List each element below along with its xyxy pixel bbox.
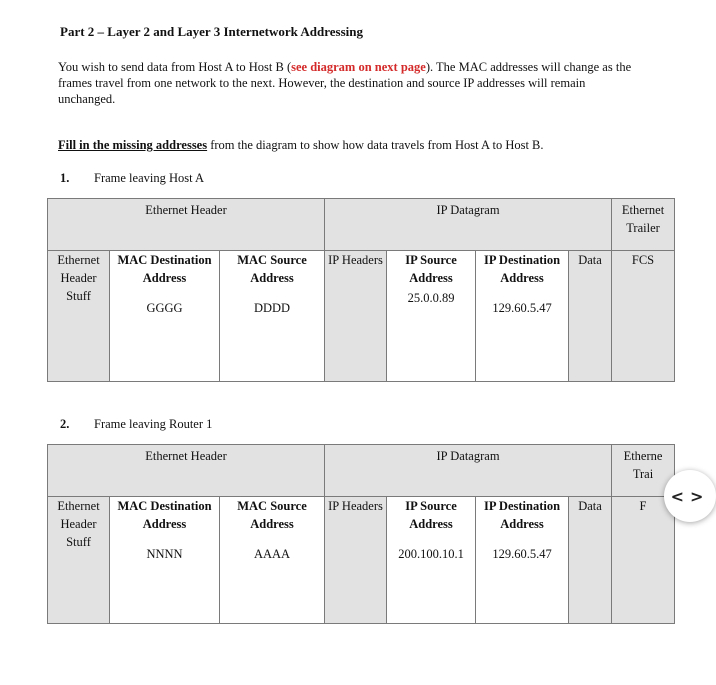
mac-destination-cell[interactable] (110, 251, 220, 382)
intro-text-pre: You wish to send data from Host A to Host B ( (58, 60, 292, 74)
ethernet-header-stuff: Ethernet Header Stuff (48, 251, 110, 382)
fcs-field: FCS (612, 251, 675, 382)
instruction-line (58, 138, 544, 153)
frame-1-heading (60, 171, 204, 186)
diagram-reference-link[interactable]: see diagram on next page (291, 60, 426, 74)
frame-2-number: 2. (60, 417, 70, 431)
intro-paragraph (58, 59, 633, 107)
ip-destination-value: 129.60.5.47 (492, 301, 552, 315)
mac-source-header: MAC Source Address (237, 499, 307, 531)
ip-datagram-label: IP Datagram (325, 199, 612, 251)
ethernet-header-label: Ethernet Header (48, 445, 325, 497)
ip-source-header: IP Source Address (405, 253, 457, 285)
ip-datagram-label: IP Datagram (325, 445, 612, 497)
ip-headers: IP Headers (325, 251, 387, 382)
mac-destination-header: MAC Destination Address (117, 499, 212, 531)
mac-destination-value: GGGG (146, 301, 183, 315)
ip-source-cell[interactable] (387, 497, 476, 624)
ip-destination-cell[interactable] (476, 497, 569, 624)
mac-destination-header: MAC Destination Address (117, 253, 212, 285)
ip-destination-cell[interactable] (476, 251, 569, 382)
mac-destination-value: NNNN (146, 547, 183, 561)
frame-1-number: 1. (60, 171, 70, 185)
ip-source-value: 200.100.10.1 (398, 547, 464, 561)
fcs-field: F (612, 497, 675, 624)
mac-source-header: MAC Source Address (237, 253, 307, 285)
ethernet-trailer-label: Ethernet Trailer (612, 199, 675, 251)
page-nav-control[interactable] (664, 470, 716, 522)
frame-2-table (47, 444, 675, 624)
ip-destination-value: 129.60.5.47 (492, 547, 552, 561)
instruction-rest: from the diagram to show how data travels from Host A to Host B. (207, 138, 544, 152)
chevron-left-icon[interactable]: < (670, 486, 690, 506)
ethernet-header-label: Ethernet Header (48, 199, 325, 251)
frame-2-heading (60, 417, 212, 432)
ethernet-header-stuff: Ethernet Header Stuff (48, 497, 110, 624)
page-title: Part 2 – Layer 2 and Layer 3 Internetwork Addressing (60, 24, 363, 39)
ip-source-cell[interactable] (387, 251, 476, 382)
mac-source-cell[interactable] (220, 251, 325, 382)
ip-destination-header: IP Destination Address (483, 253, 561, 285)
instruction-emphasis: Fill in the missing addresses (58, 138, 208, 152)
intro-text-post: ). The MAC addresses will change as the frames travel from one network to the next. However, the destination and source IP addresses will remain unchanged. (58, 60, 632, 106)
mac-source-cell[interactable] (220, 497, 325, 624)
data-field: Data (569, 497, 612, 624)
chevron-right-icon[interactable]: > (690, 486, 710, 506)
ip-source-value: 25.0.0.89 (407, 291, 455, 305)
ip-headers: IP Headers (325, 497, 387, 624)
ip-destination-header: IP Destination Address (483, 499, 561, 531)
ethernet-trailer-label: Etherne Trai (612, 445, 675, 497)
frame-1-table (47, 198, 675, 382)
mac-source-value: AAAA (253, 547, 291, 561)
mac-destination-cell[interactable] (110, 497, 220, 624)
mac-source-value: DDDD (253, 301, 291, 315)
frame-1-label: Frame leaving Host A (94, 171, 205, 185)
frame-2-label: Frame leaving Router 1 (94, 417, 213, 431)
ip-source-header: IP Source Address (405, 499, 457, 531)
data-field: Data (569, 251, 612, 382)
